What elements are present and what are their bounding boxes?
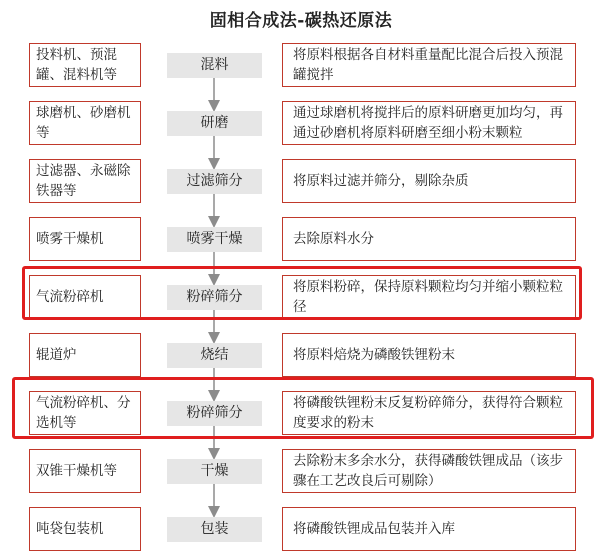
- equipment-box: [29, 333, 141, 377]
- process-step: 过滤筛分: [167, 169, 262, 194]
- equipment-box: [29, 43, 141, 87]
- process-step: 烧结: [167, 343, 262, 368]
- description-text: 去除粉末多余水分，获得磷酸铁锂成品（该步骤在工艺改良后可剔除）: [293, 453, 563, 489]
- description-box: [282, 159, 576, 203]
- equipment-box: [29, 449, 141, 493]
- process-step: 粉碎筛分: [167, 401, 262, 426]
- process-step: 粉碎筛分: [167, 285, 262, 310]
- equipment-box: [29, 217, 141, 261]
- equipment-label: 吨袋包装机: [36, 521, 104, 537]
- process-step: 包装: [167, 517, 262, 542]
- equipment-box: [29, 101, 141, 145]
- equipment-label: 球磨机、砂磨机等: [36, 105, 131, 141]
- process-step: 喷雾干燥: [167, 227, 262, 252]
- equipment-label: 双锥干燥机等: [36, 463, 117, 479]
- highlight-frame: [12, 377, 594, 439]
- page-title: 固相合成法-碳热还原法: [209, 11, 393, 31]
- description-box: [282, 217, 576, 261]
- process-step: 干燥: [167, 459, 262, 484]
- equipment-label: 气流粉碎机、分选机等: [36, 395, 131, 431]
- process-step: 混料: [167, 53, 262, 78]
- description-text: 将原料过滤并筛分，剔除杂质: [293, 173, 469, 189]
- process-step: 研磨: [167, 111, 262, 136]
- equipment-box: [29, 159, 141, 203]
- description-text: 将原料焙烧为磷酸铁锂粉末: [293, 347, 455, 363]
- description-text: 将原料根据各自材料重量配比混合后投入预混罐搅拌: [293, 47, 563, 83]
- equipment-label: 辊道炉: [36, 347, 77, 363]
- highlight-frame: [22, 266, 582, 320]
- description-text: 将磷酸铁锂成品包装并入库: [293, 521, 455, 537]
- description-box: [282, 449, 576, 493]
- equipment-label: 投料机、预混罐、混料机等: [36, 47, 117, 83]
- description-text: 通过球磨机将搅拌后的原料研磨更加均匀，再通过砂磨机将原料研磨至细小粉末颗粒: [293, 105, 563, 141]
- description-box: [282, 333, 576, 377]
- description-text: 将原料粉碎，保持原料颗粒均匀并缩小颗粒粒径: [293, 279, 563, 315]
- description-text: 去除原料水分: [293, 231, 374, 247]
- description-text: 将磷酸铁锂粉末反复粉碎筛分，获得符合颗粒度要求的粉末: [293, 395, 563, 431]
- equipment-box: [29, 507, 141, 551]
- equipment-label: 过滤器、永磁除铁器等: [36, 163, 131, 199]
- description-box: [282, 507, 576, 551]
- equipment-label: 喷雾干燥机: [36, 231, 104, 247]
- description-box: [282, 101, 576, 145]
- equipment-label: 气流粉碎机: [36, 289, 104, 305]
- description-box: [282, 43, 576, 87]
